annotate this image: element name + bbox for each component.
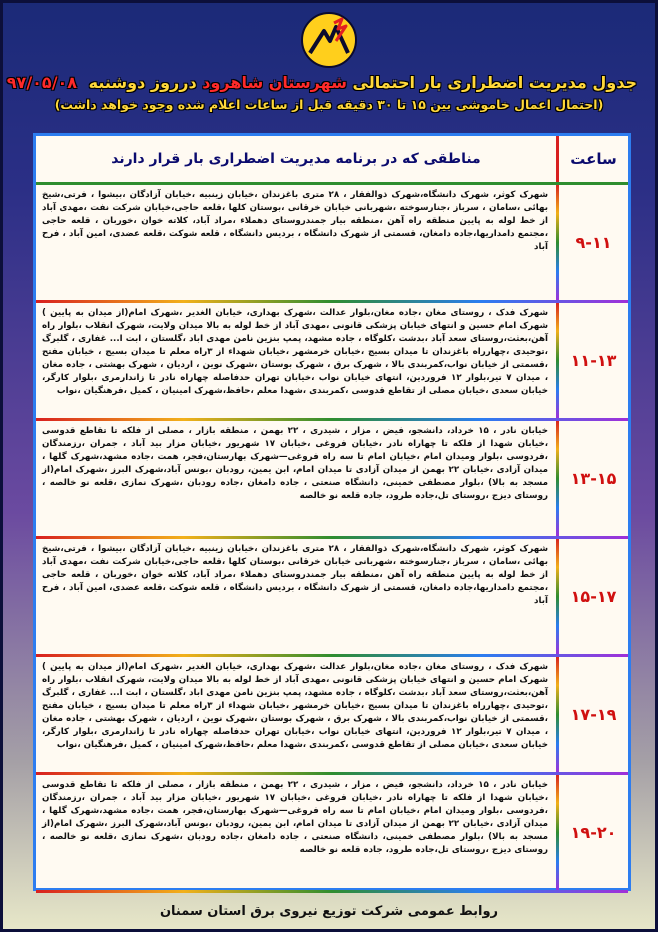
page-subtitle: (احتمال اعمال خاموشی بین ۱۵ تا ۳۰ دقیقه قبل از ساعات اعلام شده وجود خواهد داشت): [54, 97, 604, 112]
title-city: شهرستان شاهرود: [202, 73, 347, 92]
areas-cell: شهرک فدک ، روستای مغان ،جاده مغان،بلوار عدالت ،شهرک بهداری، خیابان الغدیر ،شهرک امام(از میدان به پایین ) شهرک امام حسین و انتهای خیابان پزشکی قانونی ،مهدی آباد از خط لوله به بالا میدان ولایت، شهرک انقلاب ،بلوار راه آهن،بعثت،روستای سعد آباد ،بدشت ،کلوگاه ، جاده مشهد، پمپ بنزین نامن مهدی اباد ،گلستان ، ابت ا... غفاری ، گلبرگ ،توحیدی ،چهارراه باغزندان تا میدان بسیج ،خیابان خرمشهر ،خیابان شهداء از ۳راه معلم تا میدان بسیج ، خیابان مفتح ،قسمتی از خیابان نواب،کمربندی بالا ، شهرک برق ، شهرک بوستان ،شهرک نوین ، اردیان ، شهرک بهشتی ، جاده مغان ، میدان ۷ تیر،بلوار ۱۲ فروردین، انتهای خیابان نواب ،خیابان تهران حدفاصله چهاراه نادر تا زاندارمری ،بلوار کارگر، خیابان سعدی ،خیابان مصلی از تقاطع قدوسی ،کمربندی ،شهدا معلم ،حافظ،شهرک امینیان ، کمیل ،فرهنگیان ،نواب: [42, 308, 549, 396]
areas-cell: شهرک کوثر، شهرک دانشگاه،شهرک ذوالفقار ، ۲۸ متری باغزندان ،خیابان زینبیه ،خیابان آزادگان ،بیشوا ، فرتی،شیخ بهائی ،سامان ، سرباز ،جنارسوخته ،شهربانی خیابان خرقانی ،بوستان کلها ،قلعه حاجی،خیابان شرکت نفت ،مهدی آباد از خط لوله به پایین منطقه راه آهن ،منطقه بیار جمندروستای دهملاء ،مراد آباد، کلاته خوان ،خوربان ، قلعه حاجی ،مجتمع دامداریها،جاده دامغان، قسمتی از شهرک دانشگاه ، بردیس دانشگاه ، قلعه شوکت ،قلعه عضدی، امین آباد ، فرح آباد: [42, 544, 549, 606]
table-row: [36, 421, 628, 539]
time-cell: ۱۵-۱۷: [556, 539, 628, 654]
areas-cell: شهرک فدک ، روستای مغان ،جاده مغان،بلوار عدالت ،شهرک بهداری، خیابان الغدیر ،شهرک امام(از میدان به پایین ) شهرک امام حسین و انتهای خیابان پزشکی قانونی ،مهدی آباد از خط لوله به بالا میدان ولایت، شهرک انقلاب ،بلوار راه آهن،بعثت،روستای سعد آباد ،بدشت ،کلوگاه ، جاده مشهد، پمپ بنزین نامن مهدی اباد ،گلستان ، ابت ا... غفاری ، گلبرگ ،توحیدی ،چهارراه باغزندان تا میدان بسیج ،خیابان خرمشهر ،خیابان شهداء از ۳راه معلم تا میدان بسیج ، خیابان مفتح ،قسمتی از خیابان نواب،کمربندی بالا ، شهرک برق ، شهرک بوستان ،شهرک نوین ، اردیان ، شهرک بهشتی ، جاده مغان ، میدان ۷ تیر،بلوار ۱۲ فروردین، انتهای خیابان نواب ،خیابان تهران حدفاصله چهاراه نادر تا زاندارمری ،بلوار کارگر، خیابان سعدی ،خیابان مصلی از تقاطع قدوسی ،کمربندی ،شهدا معلم ،حافظ،شهرک امینیان ، کمیل ،فرهنگیان ،نواب: [42, 662, 549, 750]
table-row: [36, 539, 628, 657]
time-cell: ۱۳-۱۵: [556, 421, 628, 536]
table-row: [36, 657, 628, 775]
areas-cell: خیابان نادر ، ۱۵ خرداد، دانشجو، فیض ، مزار ، شیدری ، ۲۲ بهمن ، منطقه بازار ، مصلی از فلکه تا تقاطع قدوسی ،خیابان شهدا از فلکه تا چهاراه نادر ،خیابان فروغی ،خیابان ۱۷ شهریور ،خیابان مزار بید آباد ، جمران ،رزمندگان ،فردوسی ،بلوار ومیدان امام ،خیابان امام تا سه راه فروغی—شهرک بهارستان،فجر، همت ،جاده مشهد،شهرک گلها ، میدان آزادی ،خیابان ۲۲ بهمن از میدان آزادی تا میدان امام، ابن یمین، رودبان ،بونس آباد،شهرک البرز ،شهرک امام(از مسجد به بالا) ،بلوار مصطفی خمینی، دانشگاه صنعتی ، جاده دامغان ،جاده رودبان ،شهرک نمازی ،قلعه نو خالصه ، روستای دیزج ،روستای تل،جاده طرود، جاده قلعه نو خالصه: [42, 780, 548, 855]
table-header-row: [36, 136, 628, 185]
time-cell: ۱۷-۱۹: [556, 657, 628, 772]
table-row: [36, 303, 628, 421]
time-cell: ۱۹-۲۰: [556, 775, 628, 890]
title-date: ۹۷/۰۵/۰۸: [6, 73, 78, 92]
power-company-logo-icon: [296, 11, 362, 69]
table-body: [36, 185, 628, 888]
title-day: درروز دوشنبه: [88, 73, 197, 92]
table-row: [36, 185, 628, 303]
schedule-table: [33, 133, 631, 891]
time-cell: ۹-۱۱: [556, 185, 628, 300]
footer-credit: روابط عمومی شرکت توزیع نیروی برق استان سمنان: [159, 904, 499, 919]
areas-cell: شهرک کوثر، شهرک دانشگاه،شهرک ذوالفقار ، ۲۸ متری باغزندان ،خیابان زینبیه ،خیابان آزادگان ،بیشوا ، فرتی،شیخ بهائی ،سامان ، سرباز ،جنارسوخته ،شهربانی خیابان خرقانی ،بوستان کلها ،قلعه حاجی،خیابان شرکت نفت ،مهدی آباد از خط لوله به پایین منطقه راه آهن ،منطقه بیار جمندروستای دهملاء ،مراد آباد، کلاته خوان ،خوربان ، قلعه حاجی ،مجتمع دامداریها،جاده دامغان، قسمتی از شهرک دانشگاه ، بردیس دانشگاه ، قلعه شوکت ،قلعه عضدی، امین آباد ، فرح آباد: [42, 190, 549, 252]
page-title: [6, 73, 637, 93]
header-time: ساعت: [556, 136, 628, 182]
title-start: جدول مدیریت اضطراری بار احتمالی: [352, 73, 637, 92]
areas-cell: خیابان نادر ، ۱۵ خرداد، دانشجو، فیض ، مزار ، شیدری ، ۲۲ بهمن ، منطقه بازار ، مصلی از فلکه تا تقاطع قدوسی ،خیابان شهدا از فلکه تا چهاراه نادر ،خیابان فروغی ،خیابان ۱۷ شهریور ،خیابان مزار بید آباد ، جمران ،رزمندگان ،فردوسی ،بلوار ومیدان امام ،خیابان امام تا سه راه فروغی—شهرک بهارستان،فجر، همت ،جاده مشهد،شهرک گلها ، میدان آزادی ،خیابان ۲۲ بهمن از میدان آزادی تا میدان امام، ابن یمین، رودبان ،بونس آباد،شهرک البرز ،شهرک امام(از مسجد به بالا) ،بلوار مصطفی خمینی، دانشگاه صنعتی ، جاده دامغان ،جاده رودبان ،شهرک نمازی ،قلعه نو خالصه ، روستای دیزج ،روستای تل،جاده طرود، جاده قلعه نو خالصه: [42, 426, 548, 501]
table-row: [36, 775, 628, 893]
header-areas: مناطقی که در برنامه مدیریت اضطراری بار قرار دارند: [111, 151, 481, 167]
time-cell: ۱۱-۱۳: [556, 303, 628, 418]
